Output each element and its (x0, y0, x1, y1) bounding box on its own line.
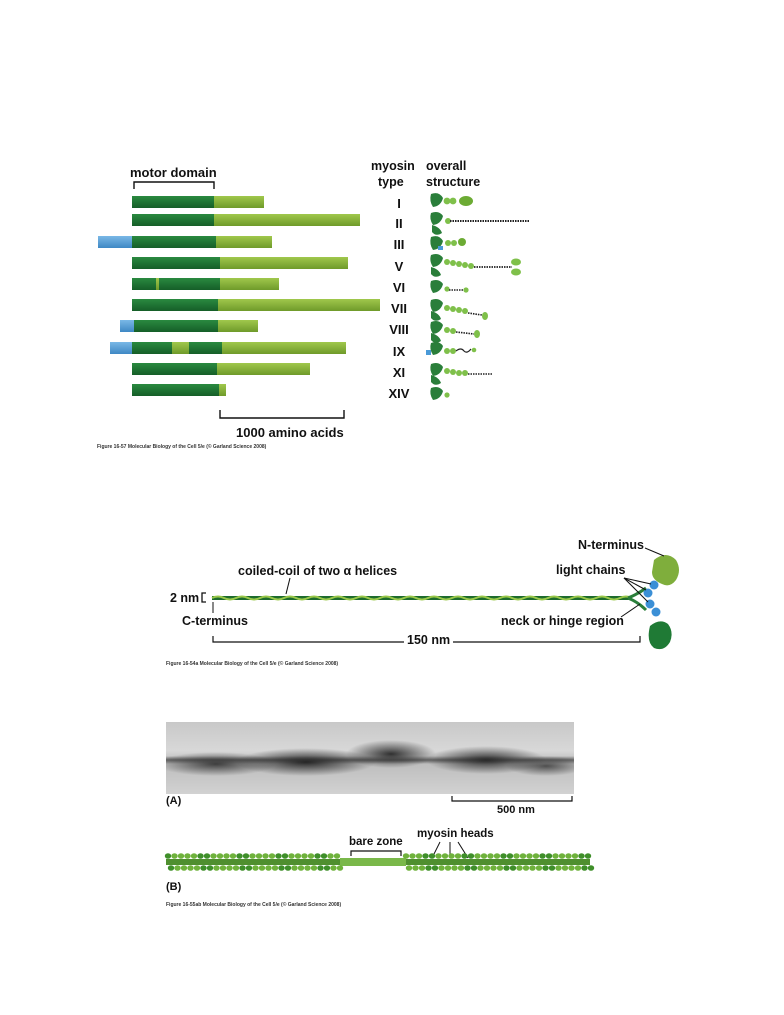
bare-zone-label: bare zone (349, 836, 403, 848)
myosin-head (406, 865, 412, 871)
myosin-head (174, 865, 180, 871)
myosin-head (468, 853, 474, 859)
myosin-head (507, 853, 513, 859)
myosin-head (256, 853, 262, 859)
myosin-head (269, 853, 275, 859)
myosin-head (168, 865, 174, 871)
neck-label: neck or hinge region (501, 614, 624, 628)
myosin-head (461, 853, 467, 859)
myosin-head (555, 865, 561, 871)
myosin-head (559, 853, 565, 859)
myosin-head (220, 865, 226, 871)
myosin-head (298, 865, 304, 871)
myosin-head (308, 853, 314, 859)
myosin-head (204, 853, 210, 859)
myosin-head (503, 865, 509, 871)
myosin-head (275, 853, 281, 859)
type-label-II: II (395, 216, 403, 231)
coiled-coil-label: coiled-coil of two α helices (238, 564, 398, 578)
type-label-XIV: XIV (388, 386, 410, 401)
myosin-head (295, 853, 301, 859)
myosin-head (455, 853, 461, 859)
myosin-head (223, 853, 229, 859)
type-label-IX: IX (392, 344, 406, 359)
myosin-head (236, 853, 242, 859)
myosin-head (226, 865, 232, 871)
myosin-head (165, 853, 171, 859)
overall-structure-header-1: overall (426, 159, 467, 173)
myosin-head (288, 853, 294, 859)
myosin-head (282, 853, 288, 859)
myosin-head (337, 865, 343, 871)
myosin-head (520, 853, 526, 859)
myosin-head (581, 865, 587, 871)
myosin-head (327, 853, 333, 859)
myosin-head (442, 853, 448, 859)
myosin-head (213, 865, 219, 871)
myosin-type-header-2: type (378, 175, 404, 189)
myosin-head (291, 865, 297, 871)
myosin-head (330, 865, 336, 871)
myosin-head (425, 865, 431, 871)
panel-a-label: (A) (166, 795, 182, 807)
myosin-head (432, 865, 438, 871)
myosin-head (435, 853, 441, 859)
myosin-head (230, 853, 236, 859)
myosin-head (513, 853, 519, 859)
motor-domain-label: motor domain (130, 165, 217, 180)
myosin-head (246, 865, 252, 871)
length-label: 150 nm (404, 634, 453, 647)
myosin-head (416, 853, 422, 859)
myosin-head (184, 853, 190, 859)
myosin-head (403, 853, 409, 859)
type-label-XI: XI (392, 365, 406, 380)
myosin-head (422, 853, 428, 859)
myosin-head (588, 865, 594, 871)
myosin-head (585, 853, 591, 859)
type-label-VIII: VIII (389, 322, 409, 337)
myosin-head (484, 865, 490, 871)
panel-b-label: (B) (166, 881, 182, 893)
myosin-head (187, 865, 193, 871)
type-label-III: III (393, 237, 405, 252)
myosin-head (448, 853, 454, 859)
myosin-head (272, 865, 278, 871)
myosin-head (477, 865, 483, 871)
myosin-head (529, 865, 535, 871)
type-label-I: I (397, 196, 401, 211)
myosin-head (523, 865, 529, 871)
n-terminus-label: N-terminus (578, 538, 644, 552)
myosin-head (301, 853, 307, 859)
myosin-head (259, 865, 265, 871)
myosin-head (304, 865, 310, 871)
myosin-head (539, 853, 545, 859)
myosin-head (409, 853, 415, 859)
myosin-head (314, 853, 320, 859)
myosin-head (451, 865, 457, 871)
myosin-head (490, 865, 496, 871)
myosin-head (458, 865, 464, 871)
myosin-head (487, 853, 493, 859)
scale-label: 1000 amino acids (236, 425, 344, 440)
myosin-head (278, 865, 284, 871)
myosin-head (181, 865, 187, 871)
myosin-head (317, 865, 323, 871)
myosin-head (285, 865, 291, 871)
myosin-head (542, 865, 548, 871)
myosin-head (197, 853, 203, 859)
myosin-head (262, 853, 268, 859)
myosin-head (194, 865, 200, 871)
myosin-type-header-1: myosin (371, 159, 415, 173)
myosin-head (252, 865, 258, 871)
figure-caption-1657: Figure 16-57 Molecular Biology of the Cell 5/e (© Garland Science 2008) (97, 444, 267, 450)
myosin-head (575, 865, 581, 871)
myosin-head (171, 853, 177, 859)
myosin-head (568, 865, 574, 871)
scale-500nm-label: 500 nm (497, 804, 535, 816)
figure-caption-1654a: Figure 16-54a Molecular Biology of the Cell 5/e (© Garland Science 2008) (166, 661, 339, 667)
myosin-head (552, 853, 558, 859)
light-chains-label: light chains (556, 563, 626, 577)
myosin-head (471, 865, 477, 871)
myosin-head (533, 853, 539, 859)
myosin-head (481, 853, 487, 859)
type-label-VII: VII (391, 301, 407, 316)
myosin-head (249, 853, 255, 859)
myosin-head (497, 865, 503, 871)
myosin-head (178, 853, 184, 859)
myosin-heads-label: myosin heads (417, 828, 494, 840)
type-label-V: V (394, 259, 404, 274)
myosin-head (549, 865, 555, 871)
myosin-head (464, 865, 470, 871)
myosin-head (474, 853, 480, 859)
myosin-head (526, 853, 532, 859)
myosin-head (207, 865, 213, 871)
myosin-head (562, 865, 568, 871)
type-label-VI: VI (392, 280, 406, 295)
myosin-head (412, 865, 418, 871)
myosin-head (233, 865, 239, 871)
myosin-head (565, 853, 571, 859)
myosin-head (578, 853, 584, 859)
myosin-head (311, 865, 317, 871)
myosin-head (546, 853, 552, 859)
myosin-head (429, 853, 435, 859)
myosin-head (321, 853, 327, 859)
myosin-head (500, 853, 506, 859)
myosin-head (243, 853, 249, 859)
myosin-head (445, 865, 451, 871)
overall-structure-header-2: structure (426, 175, 481, 189)
myosin-head (572, 853, 578, 859)
myosin-head (438, 865, 444, 871)
myosin-head (334, 853, 340, 859)
myosin-head (217, 853, 223, 859)
myosin-head (200, 865, 206, 871)
myosin-head (494, 853, 500, 859)
myosin-head (510, 865, 516, 871)
figure-caption-1655ab: Figure 16-55ab Molecular Biology of the Cell 5/e (© Garland Science 2008) (166, 902, 342, 908)
myosin-head (516, 865, 522, 871)
myosin-head (265, 865, 271, 871)
myosin-head (210, 853, 216, 859)
c-terminus-label: C-terminus (182, 614, 248, 628)
myosin-head (191, 853, 197, 859)
myosin-head (239, 865, 245, 871)
myosin-head (536, 865, 542, 871)
two-nm-label: 2 nm (170, 591, 200, 605)
myosin-head (419, 865, 425, 871)
myosin-head (324, 865, 330, 871)
